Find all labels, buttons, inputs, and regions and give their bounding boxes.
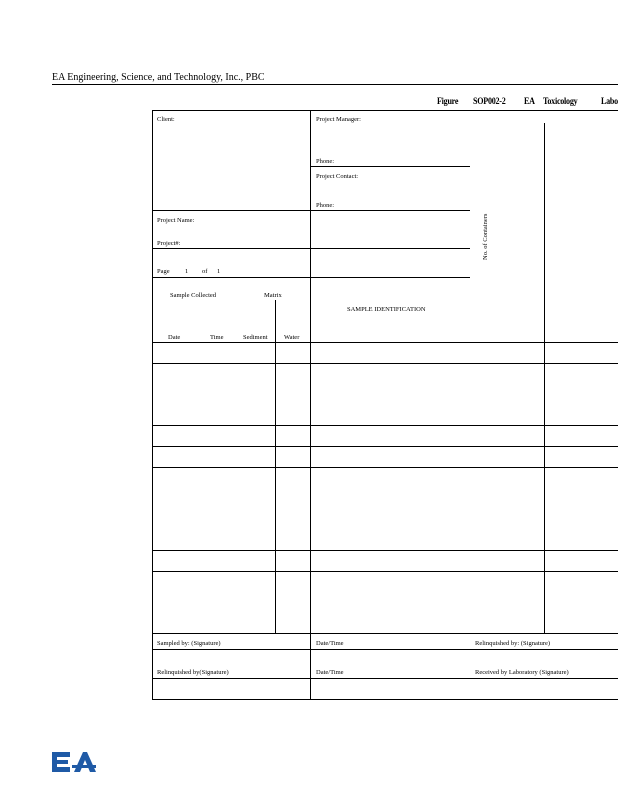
date-column-header: Date [168,334,181,341]
relinquished-by-label-1: Relinquished by: (Signature) [475,640,551,647]
row-rule-7 [152,633,618,634]
figure-id: SOP002-2 [473,97,506,107]
row-rule-5 [152,550,618,551]
phone-label-2: Phone: [316,202,335,209]
sediment-column-header: Sediment [243,334,268,341]
phone-rule-1 [310,166,470,167]
project-name-label: Project Name: [157,217,195,224]
row-rule-1 [152,363,618,364]
project-manager-label: Project Manager: [316,116,361,123]
of-label: of [202,268,208,275]
figure-title-lab: Labo [601,97,618,107]
form-divider-3 [544,123,545,633]
client-label: Client: [157,116,175,123]
sample-identification-label: SAMPLE IDENTIFICATION [347,306,426,313]
figure-label: Figure [437,97,459,107]
date-time-label-1: Date/Time [316,640,344,647]
page-label: Page [157,268,170,275]
water-column-header: Water [284,334,300,341]
row-rule-3 [152,446,618,447]
row-rule-4 [152,467,618,468]
project-contact-label: Project Contact: [316,173,359,180]
header-rule [52,84,618,85]
ea-logo-icon [52,750,96,774]
figure-title-ea: EA [524,97,535,107]
date-time-label-2: Date/Time [316,669,344,676]
row-rule-6 [152,571,618,572]
form-left-border [152,110,153,699]
signature-rule-1 [152,649,618,650]
project-number-label: Project#: [157,240,181,247]
received-by-label: Received by Laboratory (Signature) [475,669,569,676]
form-top-border [152,110,618,111]
page-rule [152,277,470,278]
time-column-header: Time [210,334,224,341]
header-row-rule [152,342,618,343]
project-no-rule [152,248,470,249]
form-divider-1 [310,110,311,699]
sample-collected-label: Sample Collected [170,292,217,299]
signature-rule-2 [152,678,618,679]
page-total: 1 [217,268,221,275]
page-number: 1 [185,268,189,275]
project-rule [152,210,470,211]
form-bottom-border [152,699,618,700]
no-of-containers-label: No. of Containers [482,213,489,260]
sampled-by-label: Sampled by: (Signature) [157,640,221,647]
ea-logo [52,750,96,774]
company-header: EA Engineering, Science, and Technology, Inc., PBC [52,72,265,83]
matrix-label: Matrix [264,292,282,299]
phone-label-1: Phone: [316,158,335,165]
row-rule-2 [152,425,618,426]
relinquished-by-label-2: Relinquished by(Signature) [157,669,229,676]
figure-title-toxicology: Toxicology [543,97,578,107]
